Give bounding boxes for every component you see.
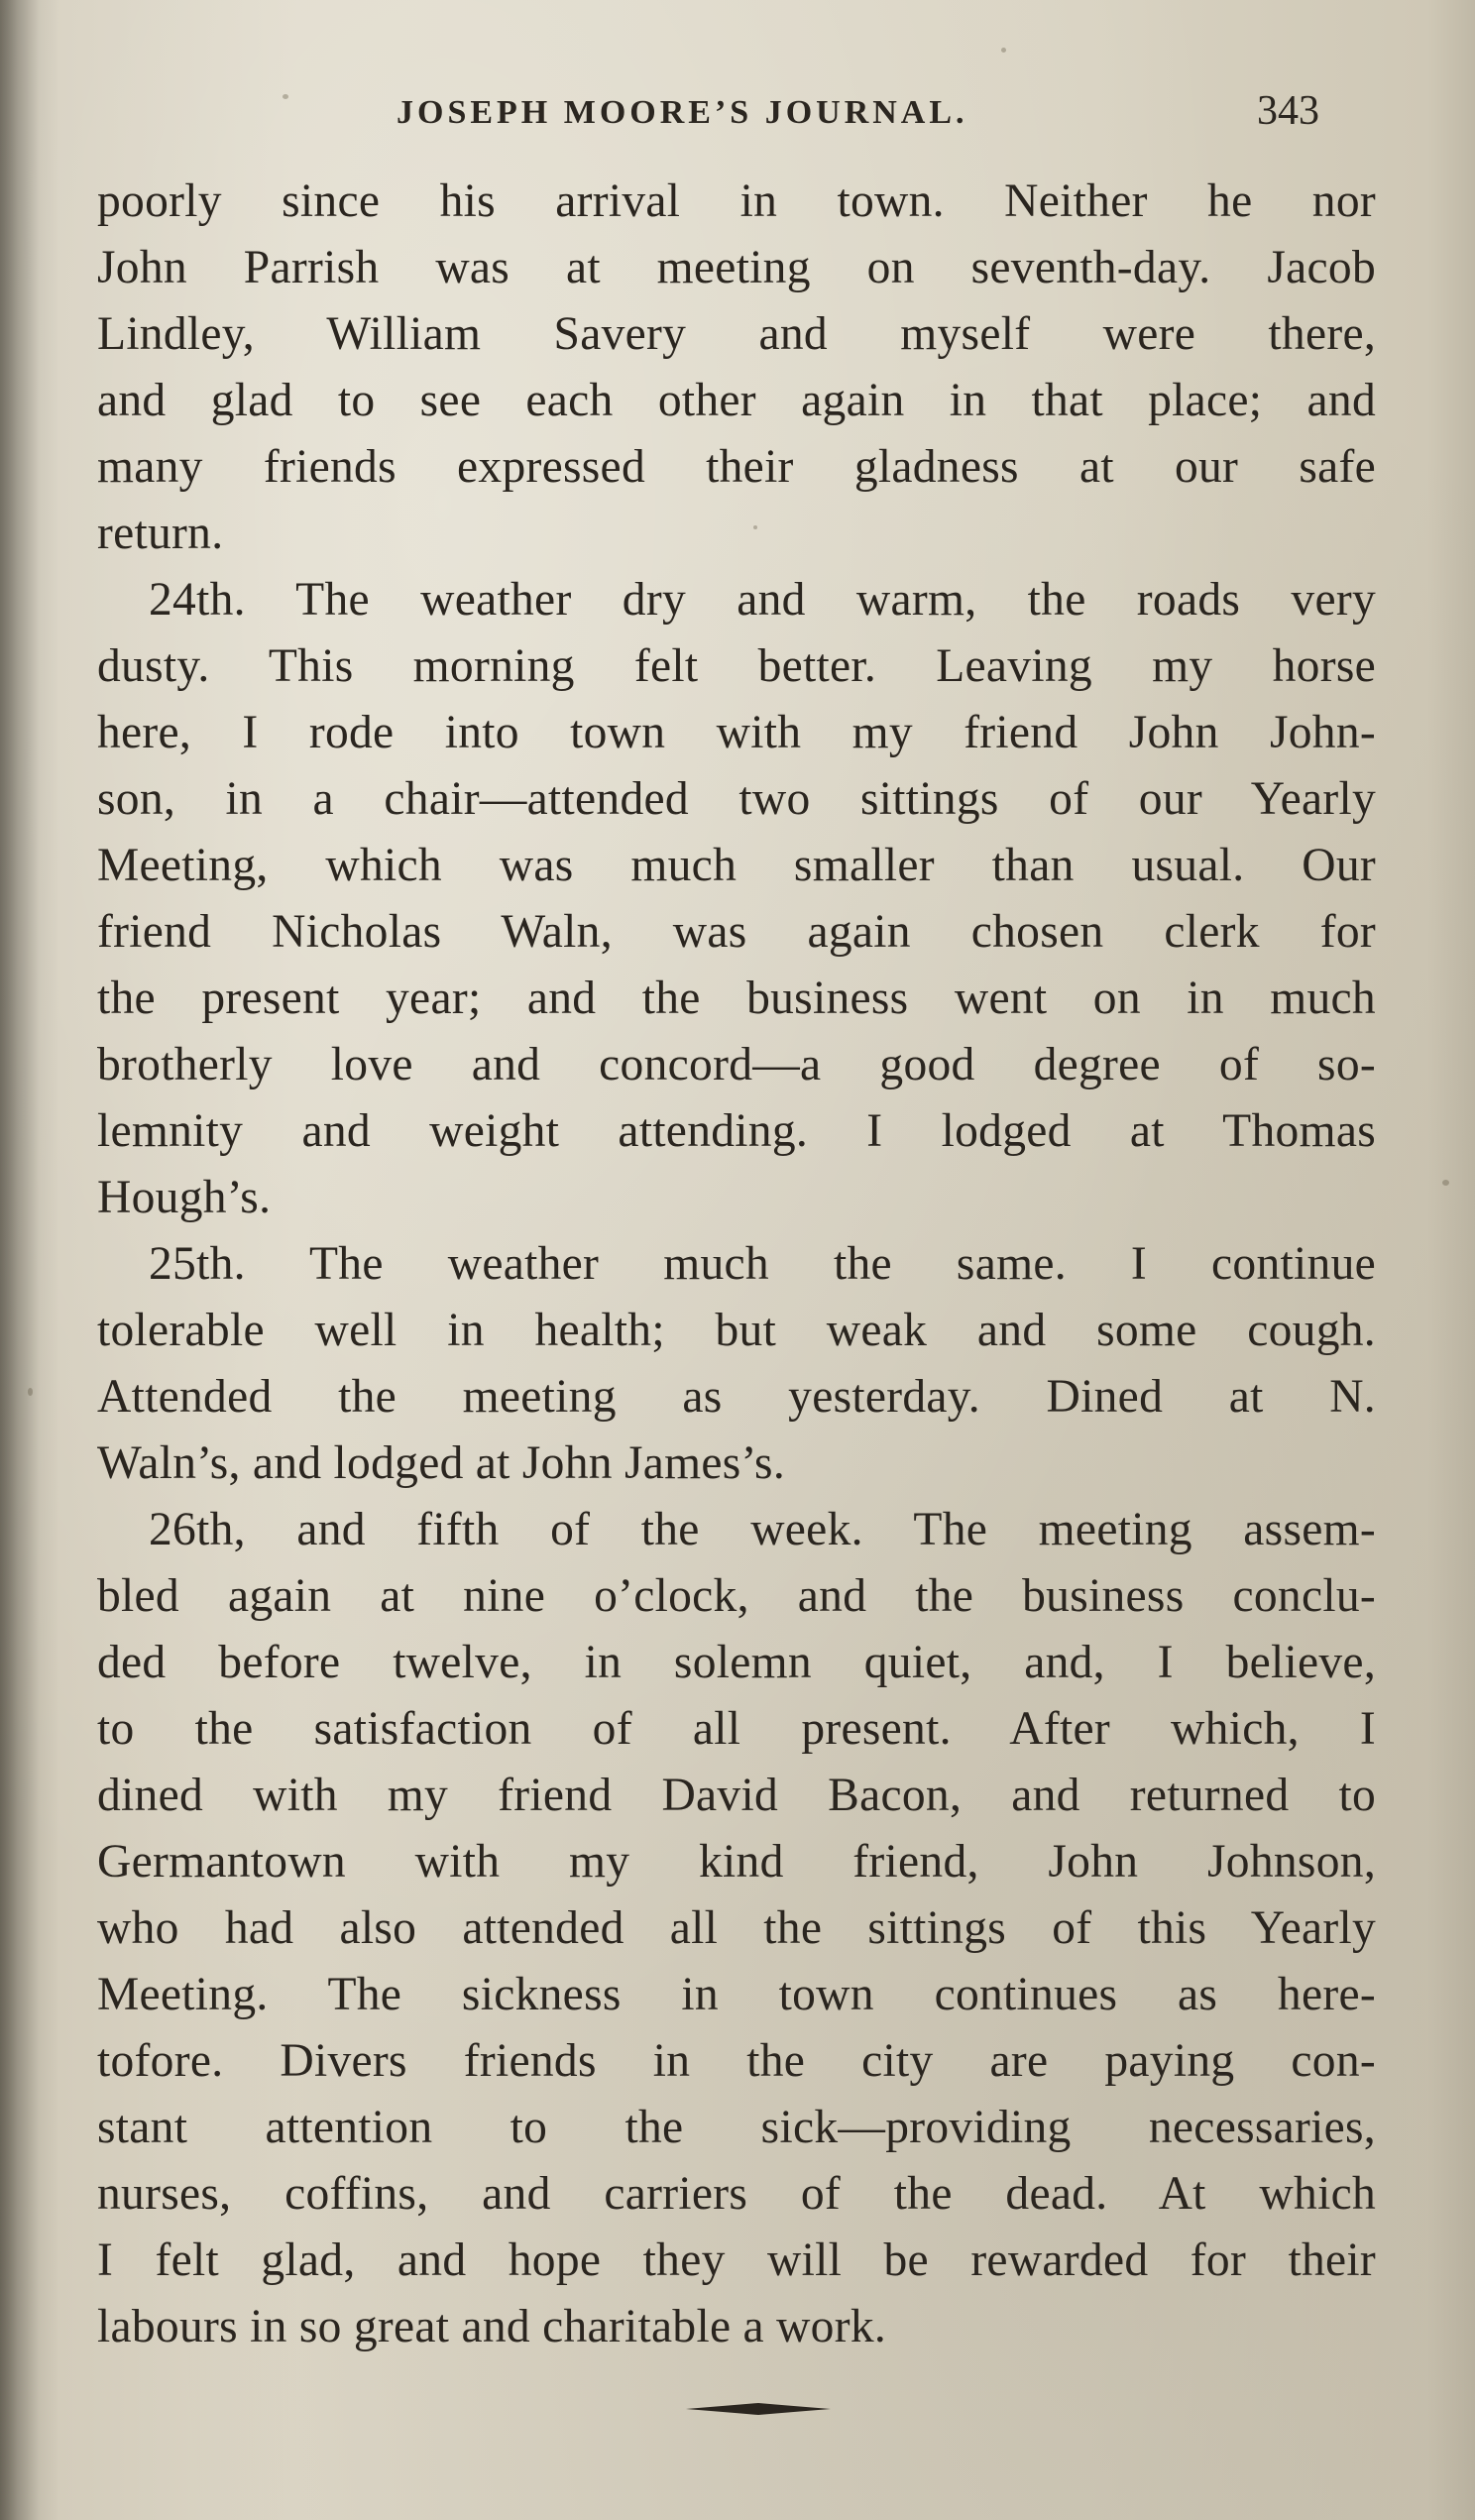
paper-speck: [753, 525, 757, 529]
text-line: dined with my friend David Bacon, and returned to: [97, 1770, 1376, 1821]
text-line: Waln’s, and lodged at John James’s.: [97, 1437, 786, 1489]
page-number: 343: [1257, 88, 1319, 134]
paper-speck: [283, 94, 288, 99]
text-line: 24th. The weather dry and warm, the roads very: [149, 574, 1376, 626]
text-line: Germantown with my kind friend, John Johnson,: [97, 1836, 1376, 1888]
text-line: bled again at nine o’clock, and the business conclu-: [97, 1570, 1376, 1622]
text-line: Meeting. The sickness in town continues as here-: [97, 1969, 1376, 2020]
text-line: John Parrish was at meeting on seventh-day. Jacob: [97, 242, 1376, 293]
paper-speck: [28, 1388, 33, 1396]
rule-ornament-icon: [684, 2399, 833, 2419]
text-line: I felt glad, and hope they will be rewarded for their: [97, 2234, 1376, 2286]
paper-speck: [1442, 1180, 1449, 1186]
running-head: JOSEPH MOORE’S JOURNAL.: [397, 94, 968, 131]
text-line: lemnity and weight attending. I lodged at Thomas: [97, 1105, 1376, 1157]
text-line: tofore. Divers friends in the city are paying con-: [97, 2035, 1376, 2087]
text-line: return.: [97, 508, 224, 559]
text-line: poorly since his arrival in town. Neither he nor: [97, 175, 1376, 227]
text-line: ded before twelve, in solemn quiet, and, I believe,: [97, 1637, 1376, 1688]
paper-speck: [1001, 48, 1006, 53]
text-line: and glad to see each other again in that place; and: [97, 375, 1376, 426]
text-line: Meeting, which was much smaller than usual. Our: [97, 840, 1376, 891]
text-line: dusty. This morning felt better. Leaving my horse: [97, 640, 1376, 692]
text-line: many friends expressed their gladness at our safe: [97, 441, 1376, 493]
text-line: Attended the meeting as yesterday. Dined at N.: [97, 1371, 1376, 1423]
gutter-shadow: [0, 0, 40, 2520]
text-line: here, I rode into town with my friend John John-: [97, 707, 1376, 758]
text-line: 25th. The weather much the same. I continue: [149, 1238, 1376, 1290]
text-line: stant attention to the sick—providing necessaries,: [97, 2102, 1376, 2153]
text-line: brotherly love and concord—a good degree of so-: [97, 1039, 1376, 1090]
text-line: 26th, and fifth of the week. The meeting assem-: [149, 1504, 1376, 1555]
journal-text: [97, 169, 1376, 2360]
text-line: tolerable well in health; but weak and some cough.: [97, 1305, 1376, 1356]
text-line: to the satisfaction of all present. After which, I: [97, 1703, 1376, 1755]
text-line: nurses, coffins, and carriers of the dead. At which: [97, 2168, 1376, 2220]
text-line: friend Nicholas Waln, was again chosen clerk for: [97, 906, 1376, 958]
text-line: the present year; and the business went on in much: [97, 973, 1376, 1024]
text-line: labours in so great and charitable a work.: [97, 2301, 887, 2352]
text-line: Lindley, William Savery and myself were there,: [97, 308, 1376, 360]
text-line: son, in a chair—attended two sittings of our Yearly: [97, 773, 1376, 825]
text-line: Hough’s.: [97, 1172, 272, 1223]
text-line: who had also attended all the sittings of this Yearly: [97, 1902, 1376, 1954]
